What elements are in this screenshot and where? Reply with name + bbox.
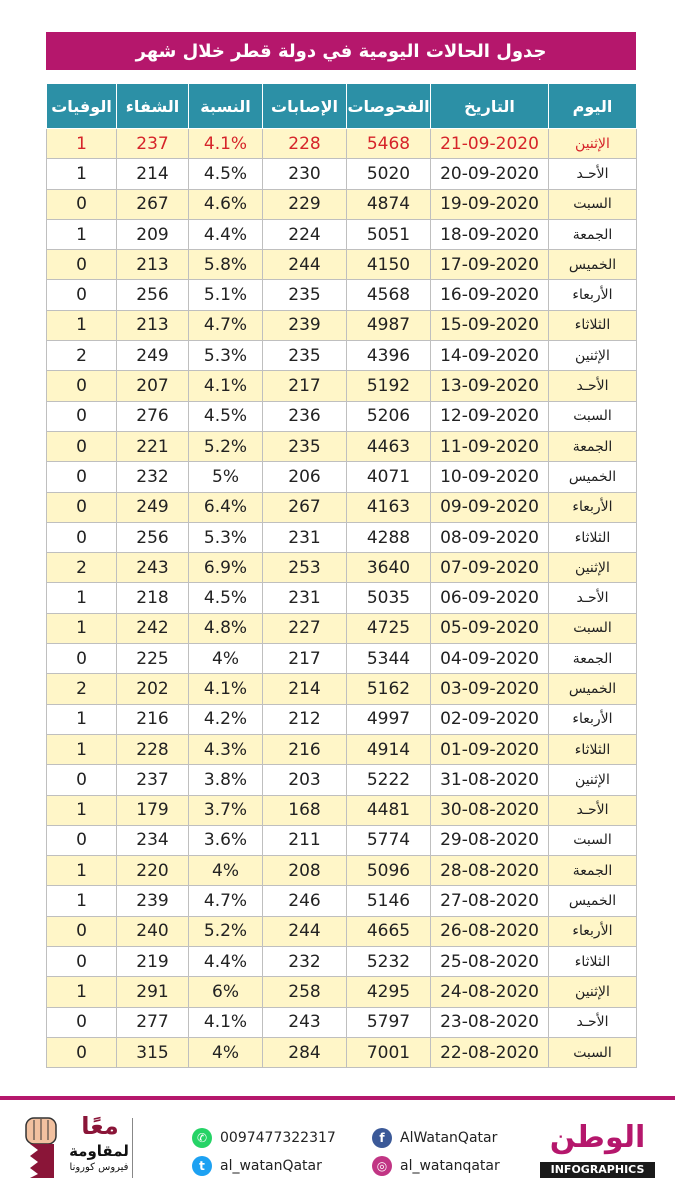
table-cell: 0 [47, 522, 117, 552]
table-cell: الثلاثاء [549, 522, 637, 552]
table-cell: 232 [117, 462, 189, 492]
table-cell: 1 [47, 734, 117, 764]
table-cell: 224 [263, 219, 347, 249]
table-cell: الإثنين [549, 553, 637, 583]
table-cell: 4295 [347, 977, 431, 1007]
twitter-icon: t [192, 1156, 212, 1176]
table-cell: 229 [263, 189, 347, 219]
daily-cases-table [46, 83, 637, 1068]
table-row [47, 856, 637, 886]
column-header: الوفيات [47, 84, 117, 129]
table-cell: 235 [263, 280, 347, 310]
table-cell: 5.2% [189, 431, 263, 461]
table-cell: 0 [47, 371, 117, 401]
table-cell: 5774 [347, 825, 431, 855]
table-cell: الإثنين [549, 765, 637, 795]
table-cell: الأربعاء [549, 704, 637, 734]
table-cell: 214 [263, 674, 347, 704]
table-cell: 4163 [347, 492, 431, 522]
table-row [47, 250, 637, 280]
table-cell: 1 [47, 613, 117, 643]
table-cell: 242 [117, 613, 189, 643]
table-header-row [47, 84, 637, 129]
table-cell: 213 [117, 310, 189, 340]
table-row [47, 219, 637, 249]
table-cell: 21-09-2020 [431, 129, 549, 159]
table-cell: 249 [117, 341, 189, 371]
table-cell: الأحـد [549, 795, 637, 825]
table-cell: 220 [117, 856, 189, 886]
table-cell: السبت [549, 825, 637, 855]
table-row [47, 280, 637, 310]
table-cell: الخميس [549, 886, 637, 916]
table-cell: 206 [263, 462, 347, 492]
table-cell: 14-09-2020 [431, 341, 549, 371]
table-cell: 0 [47, 462, 117, 492]
table-cell: 01-09-2020 [431, 734, 549, 764]
table-cell: 5.3% [189, 341, 263, 371]
facebook-handle: AlWatanQatar [400, 1130, 498, 1146]
table-cell: 212 [263, 704, 347, 734]
table-cell: 228 [117, 734, 189, 764]
table-cell: 237 [117, 129, 189, 159]
table-row [47, 129, 637, 159]
table-cell: 211 [263, 825, 347, 855]
table-cell: الجمعة [549, 219, 637, 249]
table-cell: 4.4% [189, 947, 263, 977]
table-cell: 4150 [347, 250, 431, 280]
table-cell: 217 [263, 371, 347, 401]
table-cell: 237 [117, 765, 189, 795]
campaign-text-resist: لمقاومة [69, 1142, 129, 1160]
table-cell: 315 [117, 1037, 189, 1067]
table-cell: 22-08-2020 [431, 1037, 549, 1067]
table-cell: 0 [47, 492, 117, 522]
table-row [47, 947, 637, 977]
table-cell: 227 [263, 613, 347, 643]
table-cell: 5051 [347, 219, 431, 249]
table-row [47, 553, 637, 583]
table-cell: 5192 [347, 371, 431, 401]
table-row [47, 189, 637, 219]
table-cell: 04-09-2020 [431, 644, 549, 674]
fist-icon [22, 1110, 62, 1180]
table-row [47, 795, 637, 825]
table-cell: 5146 [347, 886, 431, 916]
table-cell: 236 [263, 401, 347, 431]
table-cell: 4481 [347, 795, 431, 825]
table-cell: 249 [117, 492, 189, 522]
table-cell: 1 [47, 310, 117, 340]
table-cell: 207 [117, 371, 189, 401]
table-cell: 4987 [347, 310, 431, 340]
table-cell: الإثنين [549, 977, 637, 1007]
table-cell: 239 [263, 310, 347, 340]
table-cell: 23-08-2020 [431, 1007, 549, 1037]
table-cell: 267 [263, 492, 347, 522]
table-cell: 244 [263, 250, 347, 280]
table-cell: 216 [263, 734, 347, 764]
table-cell: 240 [117, 916, 189, 946]
table-cell: 3.6% [189, 825, 263, 855]
table-cell: 243 [263, 1007, 347, 1037]
table-cell: 7001 [347, 1037, 431, 1067]
table-cell: 0 [47, 644, 117, 674]
table-cell: 3.7% [189, 795, 263, 825]
table-cell: 4.1% [189, 674, 263, 704]
table-row [47, 644, 637, 674]
instagram-link[interactable] [372, 1154, 500, 1178]
table-row [47, 492, 637, 522]
table-cell: 284 [263, 1037, 347, 1067]
table-cell: 5344 [347, 644, 431, 674]
table-cell: 08-09-2020 [431, 522, 549, 552]
column-header: الفحوصات [347, 84, 431, 129]
whatsapp-icon: ✆ [192, 1128, 212, 1148]
table-cell: 26-08-2020 [431, 916, 549, 946]
campaign-logo [22, 1110, 132, 1182]
table-cell: 30-08-2020 [431, 795, 549, 825]
table-cell: 0 [47, 1007, 117, 1037]
table-cell: 4.2% [189, 704, 263, 734]
table-cell: 6% [189, 977, 263, 1007]
table-cell: 225 [117, 644, 189, 674]
table-title: جدول الحالات اليومية في دولة قطر خلال شهر [46, 32, 636, 70]
table-cell: 02-09-2020 [431, 704, 549, 734]
whatsapp-link[interactable] [192, 1126, 336, 1150]
table-cell: 3.8% [189, 765, 263, 795]
table-cell: 5.1% [189, 280, 263, 310]
table-cell: 4874 [347, 189, 431, 219]
table-cell: 219 [117, 947, 189, 977]
table-cell: 5797 [347, 1007, 431, 1037]
table-cell: 246 [263, 886, 347, 916]
table-row [47, 401, 637, 431]
table-cell: 256 [117, 280, 189, 310]
table-row [47, 704, 637, 734]
table-cell: 24-08-2020 [431, 977, 549, 1007]
instagram-icon: ◎ [372, 1156, 392, 1176]
table-cell: 10-09-2020 [431, 462, 549, 492]
table-cell: 07-09-2020 [431, 553, 549, 583]
table-cell: 4.3% [189, 734, 263, 764]
table-cell: الخميس [549, 674, 637, 704]
table-cell: 168 [263, 795, 347, 825]
table-cell: 0 [47, 1037, 117, 1067]
table-cell: 5468 [347, 129, 431, 159]
table-cell: 4% [189, 1037, 263, 1067]
campaign-text-together: معًا [81, 1112, 119, 1140]
table-cell: 243 [117, 553, 189, 583]
table-cell: 4.6% [189, 189, 263, 219]
table-cell: 25-08-2020 [431, 947, 549, 977]
table-cell: 256 [117, 522, 189, 552]
table-cell: 202 [117, 674, 189, 704]
table-cell: الأربعاء [549, 492, 637, 522]
table-cell: 1 [47, 856, 117, 886]
table-cell: 4.1% [189, 1007, 263, 1037]
table-cell: 6.4% [189, 492, 263, 522]
table-cell: 31-08-2020 [431, 765, 549, 795]
table-cell: 13-09-2020 [431, 371, 549, 401]
table-row [47, 583, 637, 613]
table-cell: 0 [47, 431, 117, 461]
table-cell: 1 [47, 219, 117, 249]
table-cell: 0 [47, 947, 117, 977]
table-cell: 214 [117, 159, 189, 189]
table-cell: 11-09-2020 [431, 431, 549, 461]
column-header: اليوم [549, 84, 637, 129]
table-cell: 5.2% [189, 916, 263, 946]
whatsapp-number: 0097477322317 [220, 1130, 336, 1146]
table-cell: الجمعة [549, 644, 637, 674]
table-cell: 217 [263, 644, 347, 674]
table-cell: الأربعاء [549, 280, 637, 310]
facebook-link[interactable] [372, 1126, 497, 1150]
table-cell: 6.9% [189, 553, 263, 583]
table-cell: 0 [47, 916, 117, 946]
table-cell: 5206 [347, 401, 431, 431]
table-row [47, 341, 637, 371]
table-cell: 208 [263, 856, 347, 886]
column-header: النسبة [189, 84, 263, 129]
table-cell: السبت [549, 613, 637, 643]
table-cell: 0 [47, 250, 117, 280]
table-cell: 235 [263, 341, 347, 371]
table-cell: 4725 [347, 613, 431, 643]
table-cell: الجمعة [549, 856, 637, 886]
table-cell: 3640 [347, 553, 431, 583]
infographics-label: INFOGRAPHICS [540, 1162, 655, 1178]
table-cell: الثلاثاء [549, 734, 637, 764]
table-cell: الخميس [549, 250, 637, 280]
twitter-handle: al_watanQatar [220, 1158, 322, 1174]
table-cell: 244 [263, 916, 347, 946]
table-cell: 15-09-2020 [431, 310, 549, 340]
table-row [47, 1007, 637, 1037]
table-row [47, 159, 637, 189]
table-cell: الأربعاء [549, 916, 637, 946]
instagram-handle: al_watanqatar [400, 1158, 500, 1174]
table-cell: 203 [263, 765, 347, 795]
table-cell: الجمعة [549, 431, 637, 461]
table-cell: 4.4% [189, 219, 263, 249]
table-cell: 4% [189, 856, 263, 886]
table-cell: 5020 [347, 159, 431, 189]
table-cell: 235 [263, 431, 347, 461]
table-cell: 0 [47, 189, 117, 219]
table-row [47, 977, 637, 1007]
facebook-icon: f [372, 1128, 392, 1148]
column-header: الإصابات [263, 84, 347, 129]
table-cell: السبت [549, 189, 637, 219]
table-cell: 16-09-2020 [431, 280, 549, 310]
table-cell: 05-09-2020 [431, 613, 549, 643]
table-cell: 17-09-2020 [431, 250, 549, 280]
table-row [47, 371, 637, 401]
table-cell: 09-09-2020 [431, 492, 549, 522]
table-cell: 4.5% [189, 401, 263, 431]
twitter-link[interactable] [192, 1154, 322, 1178]
table-cell: 277 [117, 1007, 189, 1037]
table-cell: 1 [47, 583, 117, 613]
alwatan-logo [540, 1120, 655, 1180]
table-cell: 2 [47, 341, 117, 371]
footer-divider [0, 1096, 675, 1100]
table-row [47, 674, 637, 704]
table-cell: 179 [117, 795, 189, 825]
table-cell: 239 [117, 886, 189, 916]
table-cell: 03-09-2020 [431, 674, 549, 704]
table-row [47, 462, 637, 492]
table-cell: 1 [47, 129, 117, 159]
table-cell: 218 [117, 583, 189, 613]
table-cell: 5222 [347, 765, 431, 795]
table-cell: 5.3% [189, 522, 263, 552]
alwatan-logo-text: الوطن [549, 1120, 646, 1155]
table-cell: 5035 [347, 583, 431, 613]
table-cell: 228 [263, 129, 347, 159]
table-row [47, 310, 637, 340]
table-row [47, 765, 637, 795]
table-row [47, 1037, 637, 1067]
table-cell: 4.7% [189, 886, 263, 916]
table-cell: السبت [549, 401, 637, 431]
table-cell: الأحـد [549, 583, 637, 613]
table-cell: 4.8% [189, 613, 263, 643]
table-cell: 209 [117, 219, 189, 249]
table-cell: 5232 [347, 947, 431, 977]
table-cell: 4.1% [189, 129, 263, 159]
table-cell: 4997 [347, 704, 431, 734]
table-cell: 5% [189, 462, 263, 492]
table-cell: 20-09-2020 [431, 159, 549, 189]
table-row [47, 734, 637, 764]
table-cell: 4071 [347, 462, 431, 492]
table-cell: 19-09-2020 [431, 189, 549, 219]
table-cell: 221 [117, 431, 189, 461]
table-cell: 4568 [347, 280, 431, 310]
table-cell: 28-08-2020 [431, 856, 549, 886]
table-cell: 253 [263, 553, 347, 583]
table-cell: 4288 [347, 522, 431, 552]
table-cell: الإثنين [549, 341, 637, 371]
table-cell: 231 [263, 583, 347, 613]
table-cell: 291 [117, 977, 189, 1007]
table-cell: الأحـد [549, 159, 637, 189]
table-cell: 276 [117, 401, 189, 431]
column-header: التاريخ [431, 84, 549, 129]
table-cell: 4.1% [189, 371, 263, 401]
table-row [47, 431, 637, 461]
table-cell: 1 [47, 704, 117, 734]
table-row [47, 825, 637, 855]
table-cell: 234 [117, 825, 189, 855]
table-body [47, 129, 637, 1068]
table-cell: الخميس [549, 462, 637, 492]
table-cell: 1 [47, 795, 117, 825]
table-cell: 2 [47, 553, 117, 583]
table-cell: الثلاثاء [549, 947, 637, 977]
table-cell: 0 [47, 401, 117, 431]
column-header: الشفاء [117, 84, 189, 129]
table-cell: 4396 [347, 341, 431, 371]
table-cell: السبت [549, 1037, 637, 1067]
table-cell: 0 [47, 280, 117, 310]
table-cell: 4665 [347, 916, 431, 946]
table-row [47, 613, 637, 643]
table-cell: 12-09-2020 [431, 401, 549, 431]
table-cell: الثلاثاء [549, 310, 637, 340]
table-cell: 258 [263, 977, 347, 1007]
table-row [47, 886, 637, 916]
table-cell: 1 [47, 159, 117, 189]
table-cell: 5096 [347, 856, 431, 886]
table-cell: 232 [263, 947, 347, 977]
table-cell: 4% [189, 644, 263, 674]
table-cell: 231 [263, 522, 347, 552]
table-cell: 4463 [347, 431, 431, 461]
table-row [47, 522, 637, 552]
table-cell: 2 [47, 674, 117, 704]
table-cell: 18-09-2020 [431, 219, 549, 249]
table-cell: 5162 [347, 674, 431, 704]
table-cell: 4.7% [189, 310, 263, 340]
table-cell: 230 [263, 159, 347, 189]
table-cell: 1 [47, 886, 117, 916]
table-cell: 29-08-2020 [431, 825, 549, 855]
table-cell: 213 [117, 250, 189, 280]
footer-separator [132, 1118, 133, 1178]
table-cell: 0 [47, 765, 117, 795]
table-cell: 4914 [347, 734, 431, 764]
table-cell: 0 [47, 825, 117, 855]
table-cell: 27-08-2020 [431, 886, 549, 916]
table-row [47, 916, 637, 946]
table-cell: 267 [117, 189, 189, 219]
table-cell: 5.8% [189, 250, 263, 280]
table-cell: 06-09-2020 [431, 583, 549, 613]
table-cell: الأحـد [549, 1007, 637, 1037]
table-cell: 4.5% [189, 583, 263, 613]
campaign-text-virus: فيروس كورونا [69, 1162, 129, 1173]
table-cell: الأحـد [549, 371, 637, 401]
table-cell: 216 [117, 704, 189, 734]
table-cell: 1 [47, 977, 117, 1007]
table-cell: 4.5% [189, 159, 263, 189]
table-cell: الإثنين [549, 129, 637, 159]
